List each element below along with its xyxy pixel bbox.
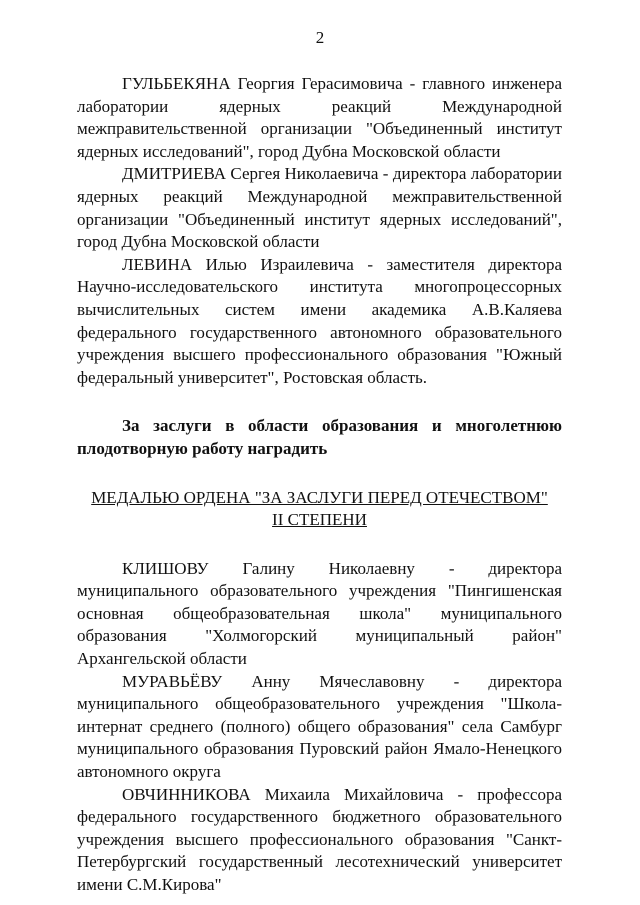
nominee-paragraph: ОВЧИННИКОВА Михаила Михайловича - профессора федерального государственного бюджетного образовательного учреждения высшего профессионального образования "Санкт-Петербургский государственный лесотехнический университет имени С.М.Кирова" [77, 784, 562, 894]
nominee-paragraph: ЛЕВИНА Илью Израилевича - заместителя директора Научно-исследовательского института многопроцессорных вычислительных систем имени академика А.В.Каляева федерального государственного автономного образовательного учреждения высшего профессионального образования "Южный федеральный университет", Ростовская область. [77, 254, 562, 387]
nominee-list-first [77, 73, 562, 389]
decree-heading-line2: плодотворную работу наградить [77, 438, 328, 458]
nominee-paragraph: ДМИТРИЕВА Сергея Николаевича - директора лаборатории ядерных реакций Международной межправительственной организации "Объединенный институт ядерных исследований", город Дубна Московской области [77, 164, 562, 252]
document-body [77, 73, 562, 897]
award-title [77, 487, 562, 532]
nominee-list-second [77, 558, 562, 897]
page-number: 2 [315, 28, 325, 47]
decree-heading-line1: За заслуги в области образования и многолетнюю [122, 416, 562, 436]
award-title-line2: II СТЕПЕНИ [272, 510, 367, 530]
nominee-paragraph: МУРАВЬЁВУ Анну Мячеславовну - директора муниципального общеобразовательного учреждения "Школа-интернат среднего (полного) общего образования" села Самбург муниципального образования Пуровский район Ямало-Ненецкого автономного округа [77, 671, 562, 782]
award-title-line1: МЕДАЛЬЮ ОРДЕНА "ЗА ЗАСЛУГИ ПЕРЕД ОТЕЧЕСТВОМ" [91, 487, 548, 507]
nominee-paragraph: КЛИШОВУ Галину Николаевну - директора муниципального образовательного учреждения "Пингишенская основная общеобразовательная школа" муниципального образования "Холмогорский муниципальный район" Архангельской области [77, 558, 562, 669]
nominee-paragraph: ГУЛЬБЕКЯНА Георгия Герасимовича - главного инженера лаборатории ядерных реакций Международной межправительственной организации "Объединенный институт ядерных исследований", город Дубна Московской области [77, 74, 562, 161]
